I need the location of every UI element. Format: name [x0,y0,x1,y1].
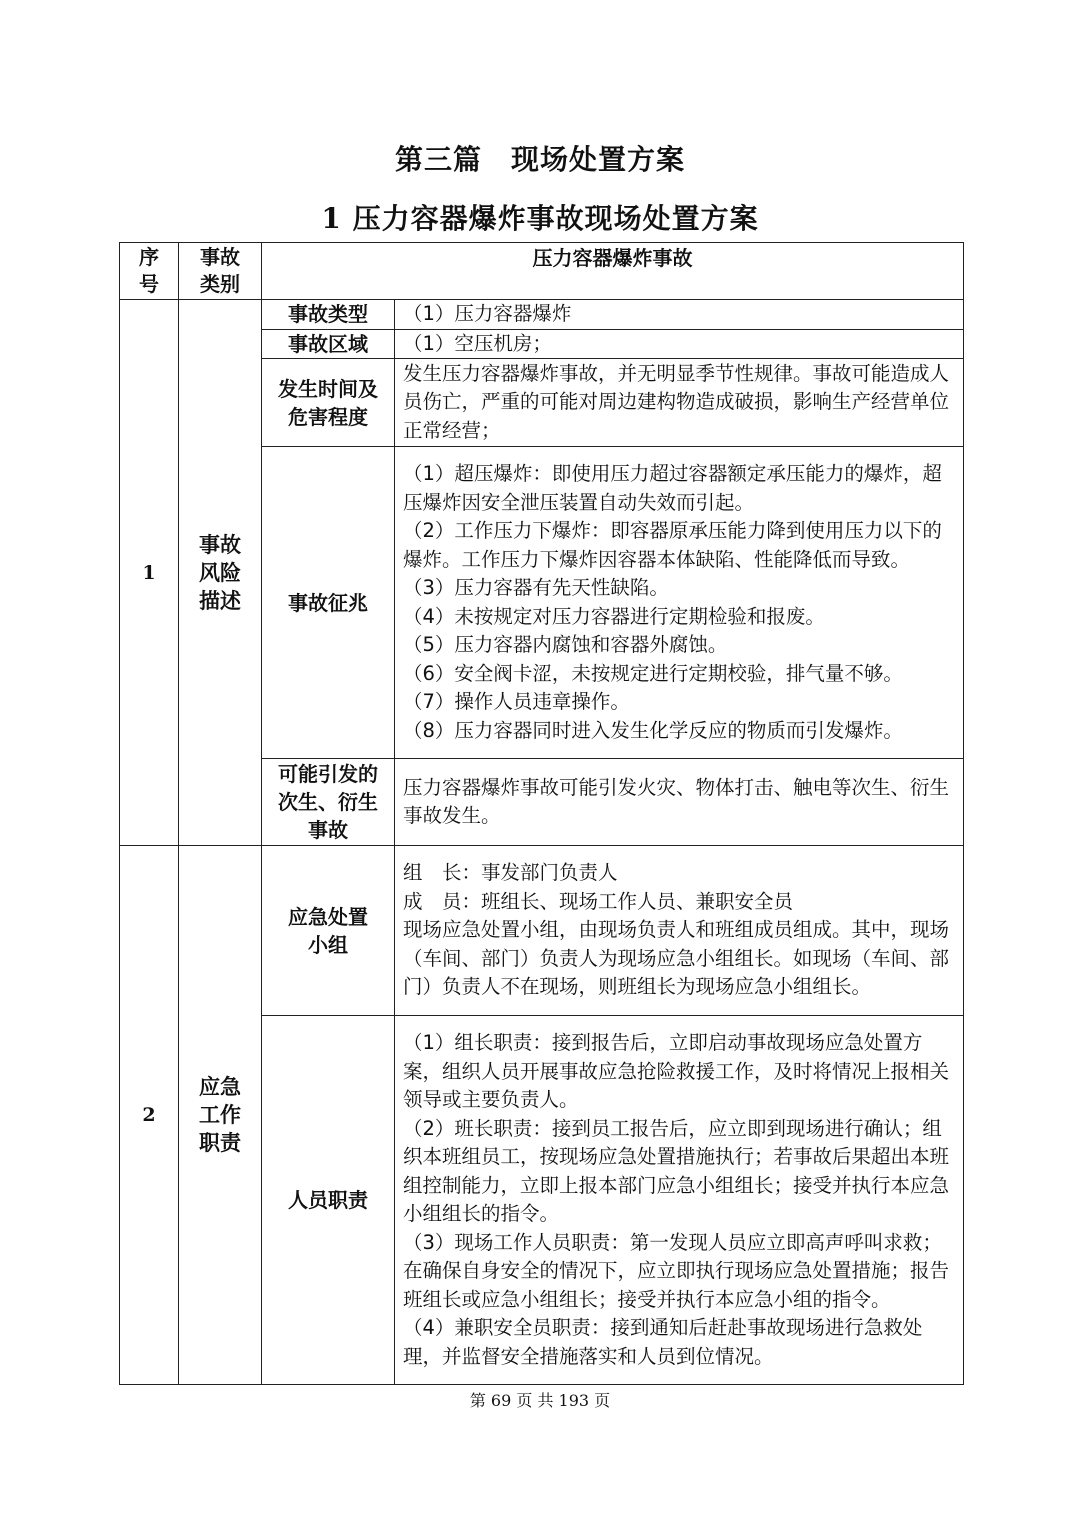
row-label: 发生时间及危害程度 [262,359,395,447]
row-label: 事故区域 [262,329,395,359]
row-number-2: 2 [120,846,179,1385]
table-row [120,300,964,330]
section-title: 1 压力容器爆炸事故现场处置方案 [321,202,759,235]
row-label: 事故类型 [262,300,395,330]
table-header-row [120,243,964,300]
disposal-plan-table [119,242,964,1385]
row-content: （1）空压机房； [395,329,964,359]
category-risk-description: 事故风险描述 [179,300,262,846]
row-content: 压力容器爆炸事故可能引发火灾、物体打击、触电等次生、衍生事故发生。 [395,759,964,846]
header-category: 事故类别 [179,243,262,300]
row-content: （1）组长职责：接到报告后，立即启动事故现场应急处置方案，组织人员开展事故应急抢险救援工作，及时将情况上报相关领导或主要负责人。 （2）班长职责：接到员工报告后，应立即到现场进行确认；组织本班组员工，按现场应急处置措施执行；若事故后果超出本班组控制能力，立即上报本部门应急小组组长；接受并执行本应急小组组长的指令。 （3）现场工作人员职责：第一发现人员应立即高声呼叫求救；在确保自身安全的情况下，应立即执行现场应急处置措施；报告班组长或应急小组组长；接受并执行本应急小组的指令。 （4）兼职安全员职责：接到通知后赶赴事故现场进行急救处理，并监督安全措施落实和人员到位情况。 [395,1016,964,1385]
category-emergency-duties: 应急工作职责 [179,846,262,1385]
chapter-title: 第三篇 现场处置方案 [394,143,685,176]
row-content: （1）超压爆炸：即使用压力超过容器额定承压能力的爆炸，超压爆炸因安全泄压装置自动失效而引起。 （2）工作压力下爆炸：即容器原承压能力降到使用压力以下的爆炸。工作压力下爆炸因容器本体缺陷、性能降低而导致。 （3）压力容器有先天性缺陷。 （4）未按规定对压力容器进行定期检验和报废。 （5）压力容器内腐蚀和容器外腐蚀。 （6）安全阀卡涩，未按规定进行定期校验，排气量不够。 （7）操作人员违章操作。 （8）压力容器同时进入发生化学反应的物质而引发爆炸。 [395,447,964,759]
row-number-1: 1 [120,300,179,846]
header-main: 压力容器爆炸事故 [262,243,964,300]
header-no: 序号 [120,243,179,300]
row-content: 组 长：事发部门负责人 成 员：班组长、现场工作人员、兼职安全员 现场应急处置小组，由现场负责人和班组成员组成。其中，现场（车间、部门）负责人为现场应急小组组长。如现场（车间、部门）负责人不在现场，则班组长为现场应急小组组长。 [395,846,964,1016]
row-label: 可能引发的次生、衍生事故 [262,759,395,846]
row-content: 发生压力容器爆炸事故，并无明显季节性规律。事故可能造成人员伤亡，严重的可能对周边建构物造成破损，影响生产经营单位正常经营； [395,359,964,447]
row-content: （1）压力容器爆炸 [395,300,964,330]
table-row [120,846,964,1016]
row-label: 事故征兆 [262,447,395,759]
row-label: 应急处置小组 [262,846,395,1016]
row-label: 人员职责 [262,1016,395,1385]
page-footer: 第 69 页 共 193 页 [469,1391,611,1410]
